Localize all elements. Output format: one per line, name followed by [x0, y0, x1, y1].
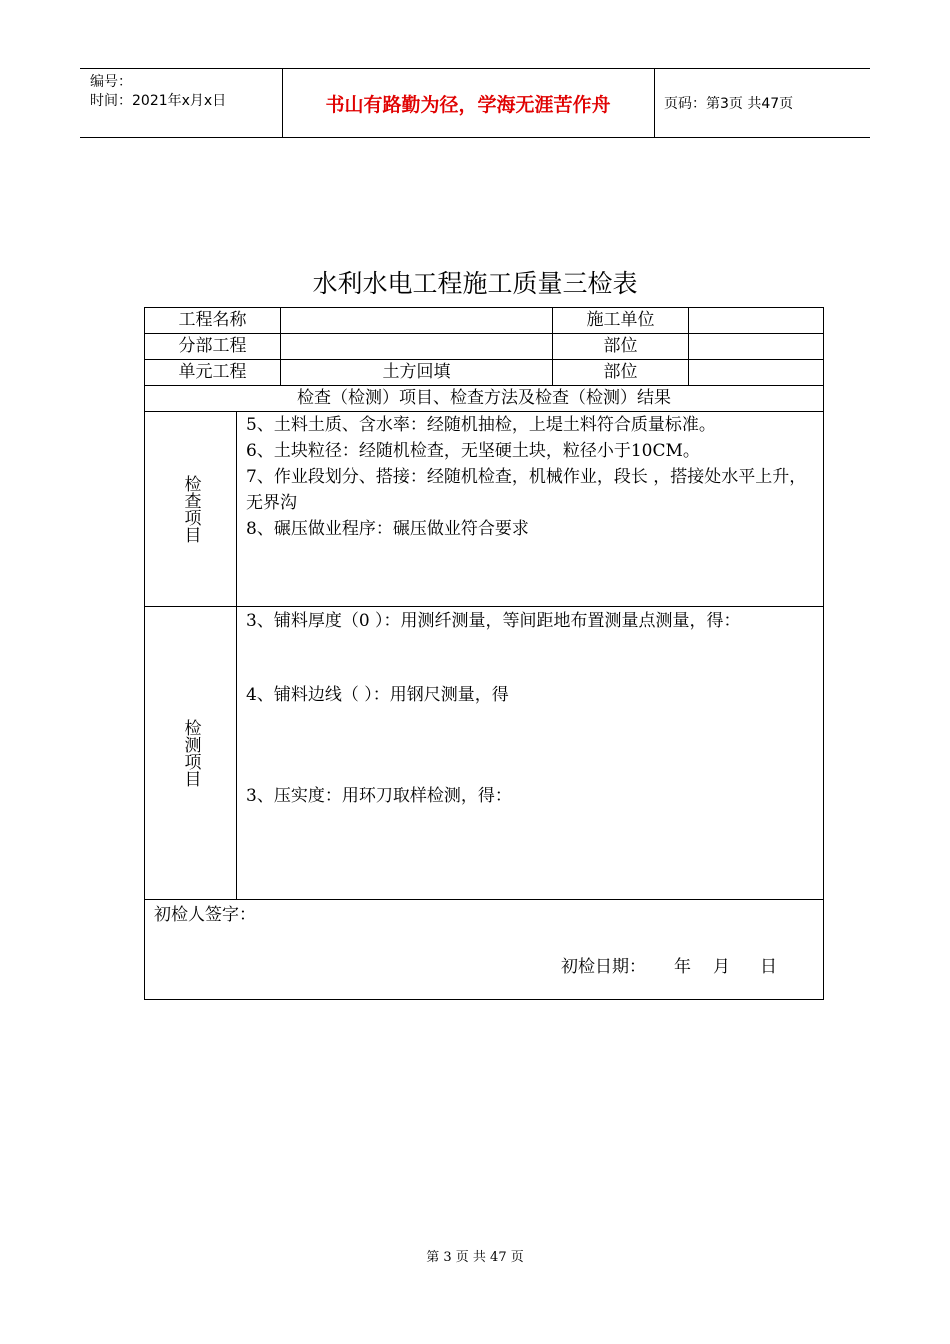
table-rule — [145, 899, 823, 900]
inspection-items-label: 检查项目 — [180, 475, 201, 543]
division-value — [281, 334, 552, 359]
inspection-items — [246, 412, 818, 542]
date-month: 月 — [713, 957, 730, 977]
page-footer: 第 3 页 共 47 页 — [426, 1250, 524, 1265]
project-name-label: 工程名称 — [178, 310, 247, 330]
date-year: 年 — [674, 957, 691, 977]
inspection-item: 7、作业段划分、搭接：经随机检查，机械作业，段长 ，搭接处水平上升，无界沟 — [246, 467, 807, 513]
inspection-item: 8、碾压做业程序：碾压做业符合要求 — [246, 519, 529, 539]
document-time: 时间：2021年x月x日 — [90, 93, 227, 109]
unit-label: 单元工程 — [178, 362, 247, 382]
document-number-label: 编号： — [90, 74, 132, 90]
header-divider — [654, 69, 655, 137]
date-label: 初检日期： — [561, 957, 646, 977]
testing-item: 4、铺料边线（ ）：用钢尺测量，得 — [246, 685, 509, 705]
project-name-value — [281, 308, 552, 333]
signature-label: 初检人签字： — [154, 905, 256, 925]
inspection-form-table — [144, 307, 824, 1000]
header-motto: 书山有路勤为径，学海无涯苦作舟 — [325, 93, 611, 116]
table-rule — [236, 411, 237, 899]
inspection-date — [561, 954, 777, 980]
date-day: 日 — [760, 957, 777, 977]
unit-part-value — [689, 360, 823, 385]
unit-value: 土方回填 — [382, 362, 451, 382]
testing-items-label: 检测项目 — [180, 719, 201, 787]
inspection-item: 5、土料土质、含水率：经随机抽检，上堤土料符合质量标准。 — [246, 415, 716, 435]
division-label: 分部工程 — [178, 336, 247, 356]
page-title: 水利水电工程施工质量三检表 — [312, 269, 638, 298]
unit-part-label: 部位 — [603, 362, 638, 382]
table-rule — [145, 606, 823, 607]
testing-item: 3、铺料厚度（0 ）：用测纤测量，等间距地布置测量点测量，得： — [246, 611, 741, 631]
contractor-value — [689, 308, 823, 333]
division-part-label: 部位 — [603, 336, 638, 356]
header-meta — [90, 73, 226, 111]
division-part-value — [689, 334, 823, 359]
contractor-label: 施工单位 — [586, 310, 655, 330]
page-header — [80, 68, 870, 138]
header-page-info: 页码：第3页 共47页 — [664, 96, 794, 112]
inspection-item: 6、土块粒径：经随机检查，无坚硬土块，粒径小于10CM。 — [246, 441, 700, 461]
section-header: 检查（检测）项目、检查方法及检查（检测）结果 — [297, 388, 671, 408]
testing-item: 3、压实度：用环刀取样检测，得： — [246, 786, 512, 806]
